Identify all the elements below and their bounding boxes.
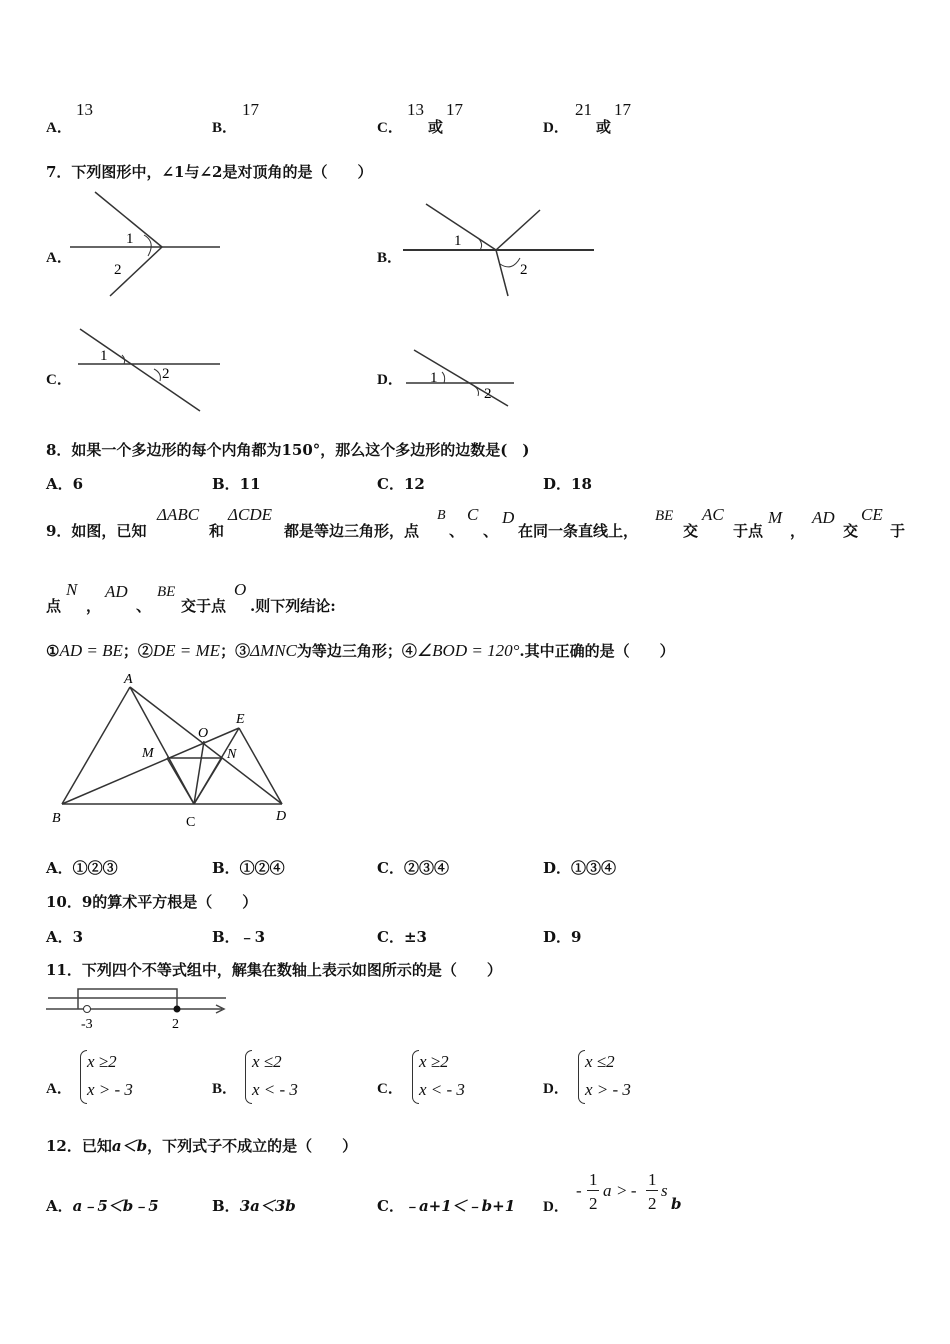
q7-d-label-1: 1 bbox=[430, 370, 438, 386]
q9-ac: AC bbox=[702, 505, 724, 524]
q9-option-d: D．①③④ bbox=[543, 859, 617, 877]
q12-d-num1: 1 bbox=[589, 1170, 598, 1189]
q9-sep3: 、 bbox=[136, 597, 152, 615]
q9-point-b: B bbox=[437, 508, 446, 523]
q7-c-label-2: 2 bbox=[162, 366, 170, 382]
q12-d-gt: > - bbox=[617, 1181, 637, 1200]
q12-stem-b: ，下列式子不成立的是（ ） bbox=[147, 1137, 358, 1155]
q12-option-d-label: D． bbox=[543, 1199, 569, 1215]
q9-c1: ① bbox=[46, 642, 60, 660]
q9-fig-c: C bbox=[186, 815, 196, 830]
q6-option-c-or: 或 bbox=[428, 118, 444, 136]
q9-point-d: D bbox=[502, 508, 515, 527]
q7-figure-b bbox=[400, 200, 600, 300]
q9-option-c: C．②③④ bbox=[377, 859, 449, 877]
q11-option-d-label: D． bbox=[543, 1081, 569, 1097]
q7-figure-c bbox=[74, 325, 224, 415]
q9-yudian1: 于点 bbox=[733, 522, 764, 540]
q6-option-c-value-1: 13 bbox=[407, 100, 424, 119]
q9-sep2: 、 bbox=[483, 522, 499, 540]
q8-stem: 8．如果一个多边形的每个内角都为150°，那么这个多边形的边数是( ) bbox=[46, 441, 530, 459]
q7-option-c-label: C． bbox=[46, 372, 72, 388]
q11-axis-left: -3 bbox=[81, 1017, 93, 1032]
q11-option-c-label: C． bbox=[377, 1081, 403, 1097]
q9-fig-m: M bbox=[142, 746, 154, 761]
q9-c2-math: DE = ME bbox=[152, 641, 221, 660]
q11-option-d-line2: x > - 3 bbox=[585, 1080, 631, 1099]
q8-option-c: C．12 bbox=[377, 475, 425, 493]
q6-option-a-label: A． bbox=[46, 120, 72, 136]
q8-option-b: B．11 bbox=[212, 475, 261, 493]
q10-stem: 10．9的算术平方根是（ ） bbox=[46, 893, 258, 911]
q9-fig-b: B bbox=[52, 811, 61, 826]
q7-a-label-1: 1 bbox=[126, 231, 134, 247]
q9-triangle-abc: ΔABC bbox=[157, 505, 200, 524]
q9-be: BE bbox=[655, 508, 674, 524]
q9-l1a: 9．如图，已知 bbox=[46, 522, 147, 540]
q9-sep1: 、 bbox=[449, 522, 465, 540]
q7-option-a-label: A． bbox=[46, 250, 72, 266]
q7-stem bbox=[46, 161, 373, 182]
q9-fig-d: D bbox=[276, 809, 287, 824]
q9-figure bbox=[46, 668, 296, 833]
q8-option-a: A．6 bbox=[46, 475, 84, 493]
q6-option-d-value-2: 17 bbox=[614, 100, 631, 119]
q9-fig-n: N bbox=[227, 747, 237, 762]
q7-b-label-2: 2 bbox=[520, 262, 528, 278]
q7-stem-a: 7．下列图形中， bbox=[46, 163, 162, 181]
q7-option-d-label: D． bbox=[377, 372, 403, 388]
q10-option-a: A．3 bbox=[46, 928, 84, 946]
q9-m: M bbox=[768, 508, 783, 527]
q7-mid: 与 bbox=[184, 163, 200, 181]
q9-l2b: 交于点 bbox=[181, 597, 227, 615]
q7-angle1: ∠1 bbox=[161, 163, 185, 181]
q12-d-fracbar1 bbox=[587, 1190, 599, 1191]
q12-option-b-expr: 3a＜3b bbox=[239, 1197, 296, 1215]
q11-option-a-line1: x ≥2 bbox=[87, 1052, 117, 1071]
q12-d-b: b bbox=[671, 1195, 682, 1213]
q9-fig-a: A bbox=[124, 672, 133, 687]
q11-option-d-brace bbox=[578, 1050, 585, 1104]
q7-angle2: ∠2 bbox=[199, 163, 223, 181]
q7-stem-b: 是对顶角的是（ ） bbox=[222, 163, 373, 181]
q10-option-c: C．±3 bbox=[377, 928, 427, 946]
q10-option-d: D．9 bbox=[543, 928, 582, 946]
q11-option-d-line1: x ≤2 bbox=[585, 1052, 615, 1071]
q6-option-c-label: C． bbox=[377, 120, 403, 136]
q9-triangle-cde: ΔCDE bbox=[228, 505, 272, 524]
q9-l1c: 在同一条直线上， bbox=[518, 522, 639, 540]
q9-n: N bbox=[66, 580, 78, 599]
q7-option-b-label: B． bbox=[377, 250, 403, 266]
q9-fig-e: E bbox=[236, 712, 245, 727]
q9-point-c: C bbox=[467, 505, 479, 524]
q9-semi2: ；③ bbox=[220, 642, 251, 660]
q9-o: O bbox=[234, 580, 247, 599]
q6-option-a-value: 13 bbox=[76, 100, 93, 119]
q12-d-den2: 2 bbox=[648, 1194, 657, 1213]
q11-axis-right: 2 bbox=[172, 1017, 179, 1032]
q11-option-c-line1: x ≥2 bbox=[419, 1052, 449, 1071]
q11-stem: 11．下列四个不等式组中，解集在数轴上表示如图所示的是（ ） bbox=[46, 961, 502, 979]
q9-ad: AD bbox=[812, 508, 835, 527]
q9-semi1: ；② bbox=[122, 642, 153, 660]
q9-ad2: AD bbox=[105, 582, 128, 601]
q9-yu: 于 bbox=[890, 522, 906, 540]
q12-d-den1: 2 bbox=[589, 1194, 598, 1213]
q12-option-c bbox=[377, 1195, 515, 1216]
q7-c-label-1: 1 bbox=[100, 348, 108, 364]
q6-option-b-value: 17 bbox=[242, 100, 259, 119]
q12-option-c-expr: ﹣a+1＜﹣b+1 bbox=[403, 1197, 516, 1215]
q12-option-b-label: B． bbox=[212, 1197, 240, 1215]
q7-b-label-1: 1 bbox=[454, 233, 462, 249]
q11-option-b-line2: x < - 3 bbox=[252, 1080, 298, 1099]
q12-d-num2: 1 bbox=[648, 1170, 657, 1189]
q6-option-d-label: D． bbox=[543, 120, 569, 136]
q11-option-a-line2: x > - 3 bbox=[87, 1080, 133, 1099]
q9-comma: ， bbox=[790, 522, 806, 540]
q12-option-b bbox=[212, 1195, 296, 1216]
q11-option-c-line2: x < - 3 bbox=[419, 1080, 465, 1099]
q12-d-minus1: - bbox=[576, 1181, 582, 1200]
q9-option-a: A．①②③ bbox=[46, 859, 118, 877]
q11-option-b-line1: x ≤2 bbox=[252, 1052, 282, 1071]
q12-option-c-label: C． bbox=[377, 1197, 404, 1215]
q6-option-b-label: B． bbox=[212, 120, 238, 136]
q7-figure-a bbox=[70, 190, 230, 300]
q9-be2: BE bbox=[157, 584, 176, 600]
q7-d-label-2: 2 bbox=[484, 386, 492, 402]
q9-conclusions bbox=[46, 640, 675, 661]
q9-l2a: 点 bbox=[46, 597, 62, 615]
q11-option-b-label: B． bbox=[212, 1081, 238, 1097]
q12-option-a bbox=[46, 1195, 159, 1216]
q11-number-line bbox=[44, 985, 234, 1033]
q12-stem-a: 12．已知 bbox=[46, 1137, 112, 1155]
q7-a-label-2: 2 bbox=[114, 262, 122, 278]
q12-d-s: s bbox=[661, 1181, 668, 1200]
q6-option-c-value-2: 17 bbox=[446, 100, 463, 119]
q6-option-d-or: 或 bbox=[596, 118, 612, 136]
q9-l2c: .则下列结论: bbox=[250, 597, 336, 615]
q9-l1b: 都是等边三角形，点 bbox=[284, 522, 420, 540]
q12-option-a-label: A． bbox=[46, 1197, 73, 1215]
q11-option-c-brace bbox=[412, 1050, 419, 1104]
q12-d-a: a bbox=[603, 1181, 612, 1200]
q9-and: 和 bbox=[209, 522, 225, 540]
q9-jiao1: 交 bbox=[683, 522, 699, 540]
q11-option-a-brace bbox=[80, 1050, 87, 1104]
q9-option-b: B．①②④ bbox=[212, 859, 285, 877]
q12-stem bbox=[46, 1135, 357, 1156]
q9-tail: .其中正确的是（ ） bbox=[519, 642, 675, 660]
q10-option-b: B．﹣3 bbox=[212, 928, 266, 946]
q11-option-b-brace bbox=[245, 1050, 252, 1104]
q9-ce: CE bbox=[861, 505, 883, 524]
q9-c1-math: AD = BE bbox=[59, 641, 123, 660]
q12-cond: a＜b bbox=[111, 1137, 148, 1155]
q12-option-a-expr: a﹣5＜b﹣5 bbox=[72, 1197, 159, 1215]
q9-fig-o: O bbox=[198, 726, 209, 741]
q8-option-d: D．18 bbox=[543, 475, 592, 493]
q9-c4-math: ∠BOD = 120° bbox=[416, 641, 520, 660]
q11-option-a-label: A． bbox=[46, 1081, 72, 1097]
q12-d-fracbar2 bbox=[646, 1190, 658, 1191]
q6-option-d-value-1: 21 bbox=[575, 100, 592, 119]
q9-comma2: ， bbox=[86, 597, 102, 615]
q9-c3-txt: 为等边三角形；④ bbox=[296, 642, 417, 660]
q9-jiao2: 交 bbox=[843, 522, 859, 540]
q9-c3-math: ΔMNC bbox=[250, 641, 297, 660]
q7-figure-d bbox=[404, 346, 524, 410]
